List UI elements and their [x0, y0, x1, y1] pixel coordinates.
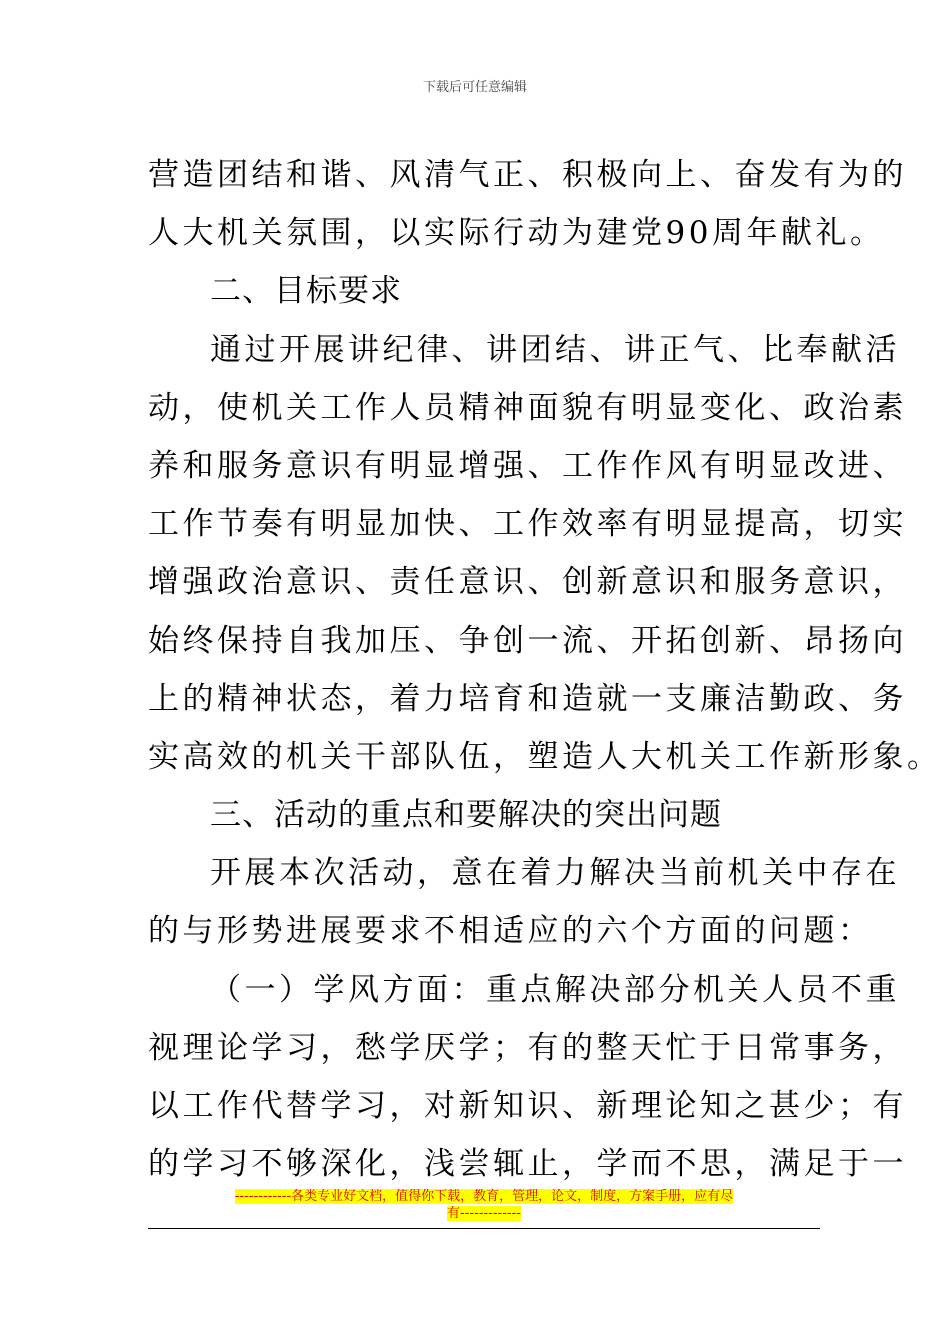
paragraph-line: 视理论学习，愁学厌学；有的整天忙于日常事务， — [148, 1029, 907, 1066]
paragraph-line: 开展本次活动，意在着力解决当前机关中存在 — [210, 855, 900, 892]
paragraph-line: 以工作代替学习，对新知识、新理论知之甚少；有 — [148, 1088, 907, 1124]
paragraph-line: 始终保持自我加压、争创一流、开拓创新、昂扬向 — [148, 622, 907, 659]
paragraph-line: （一）学风方面：重点解决部分机关人员不重 — [210, 971, 900, 1008]
section-heading-focus: 三、活动的重点和要解决的突出问题 — [210, 797, 722, 834]
paragraph-line: 动，使机关工作人员精神面貌有明显变化、政治素 — [148, 389, 907, 426]
page-header: 下载后可任意编辑 — [422, 80, 527, 95]
paragraph-line: 养和服务意识有明显增强、工作作风有明显改进、 — [148, 447, 907, 484]
paragraph-line: 的与形势进展要求不相适应的六个方面的问题： — [148, 913, 873, 950]
paragraph-line: 工作节奏有明显加快、工作效率有明显提高，切实 — [148, 506, 907, 543]
document-body — [148, 146, 942, 1193]
paragraph-line: 增强政治意识、责任意识、创新意识和服务意识， — [148, 564, 907, 601]
page-footer — [148, 1188, 820, 1222]
paragraph-line: 上的精神状态，着力培育和造就一支廉洁勤政、务 — [148, 680, 907, 717]
footer-line-2: 有------------- — [447, 1206, 521, 1221]
paragraph-line: 通过开展讲纪律、讲团结、讲正气、比奉献活 — [210, 331, 900, 368]
paragraph-line: 人大机关氛围，以实际行动为建党90周年献礼。 — [148, 215, 885, 252]
paragraph-line: 实高效的机关干部队伍，塑造人大机关工作新形象。 — [148, 738, 942, 775]
paragraph-line: 营造团结和谐、风清气正、积极向上、奋发有为的 — [148, 157, 907, 193]
paragraph-line: 的学习不够深化，浅尝辄止，学而不思，满足于一 — [148, 1146, 907, 1183]
section-heading-goals: 二、目标要求 — [210, 273, 402, 310]
footer-divider — [148, 1228, 820, 1229]
footer-line-1: ------------各类专业好文档，值得你下载，教育，管理，论文，制度，方案手册，应有尽 — [234, 1189, 734, 1204]
